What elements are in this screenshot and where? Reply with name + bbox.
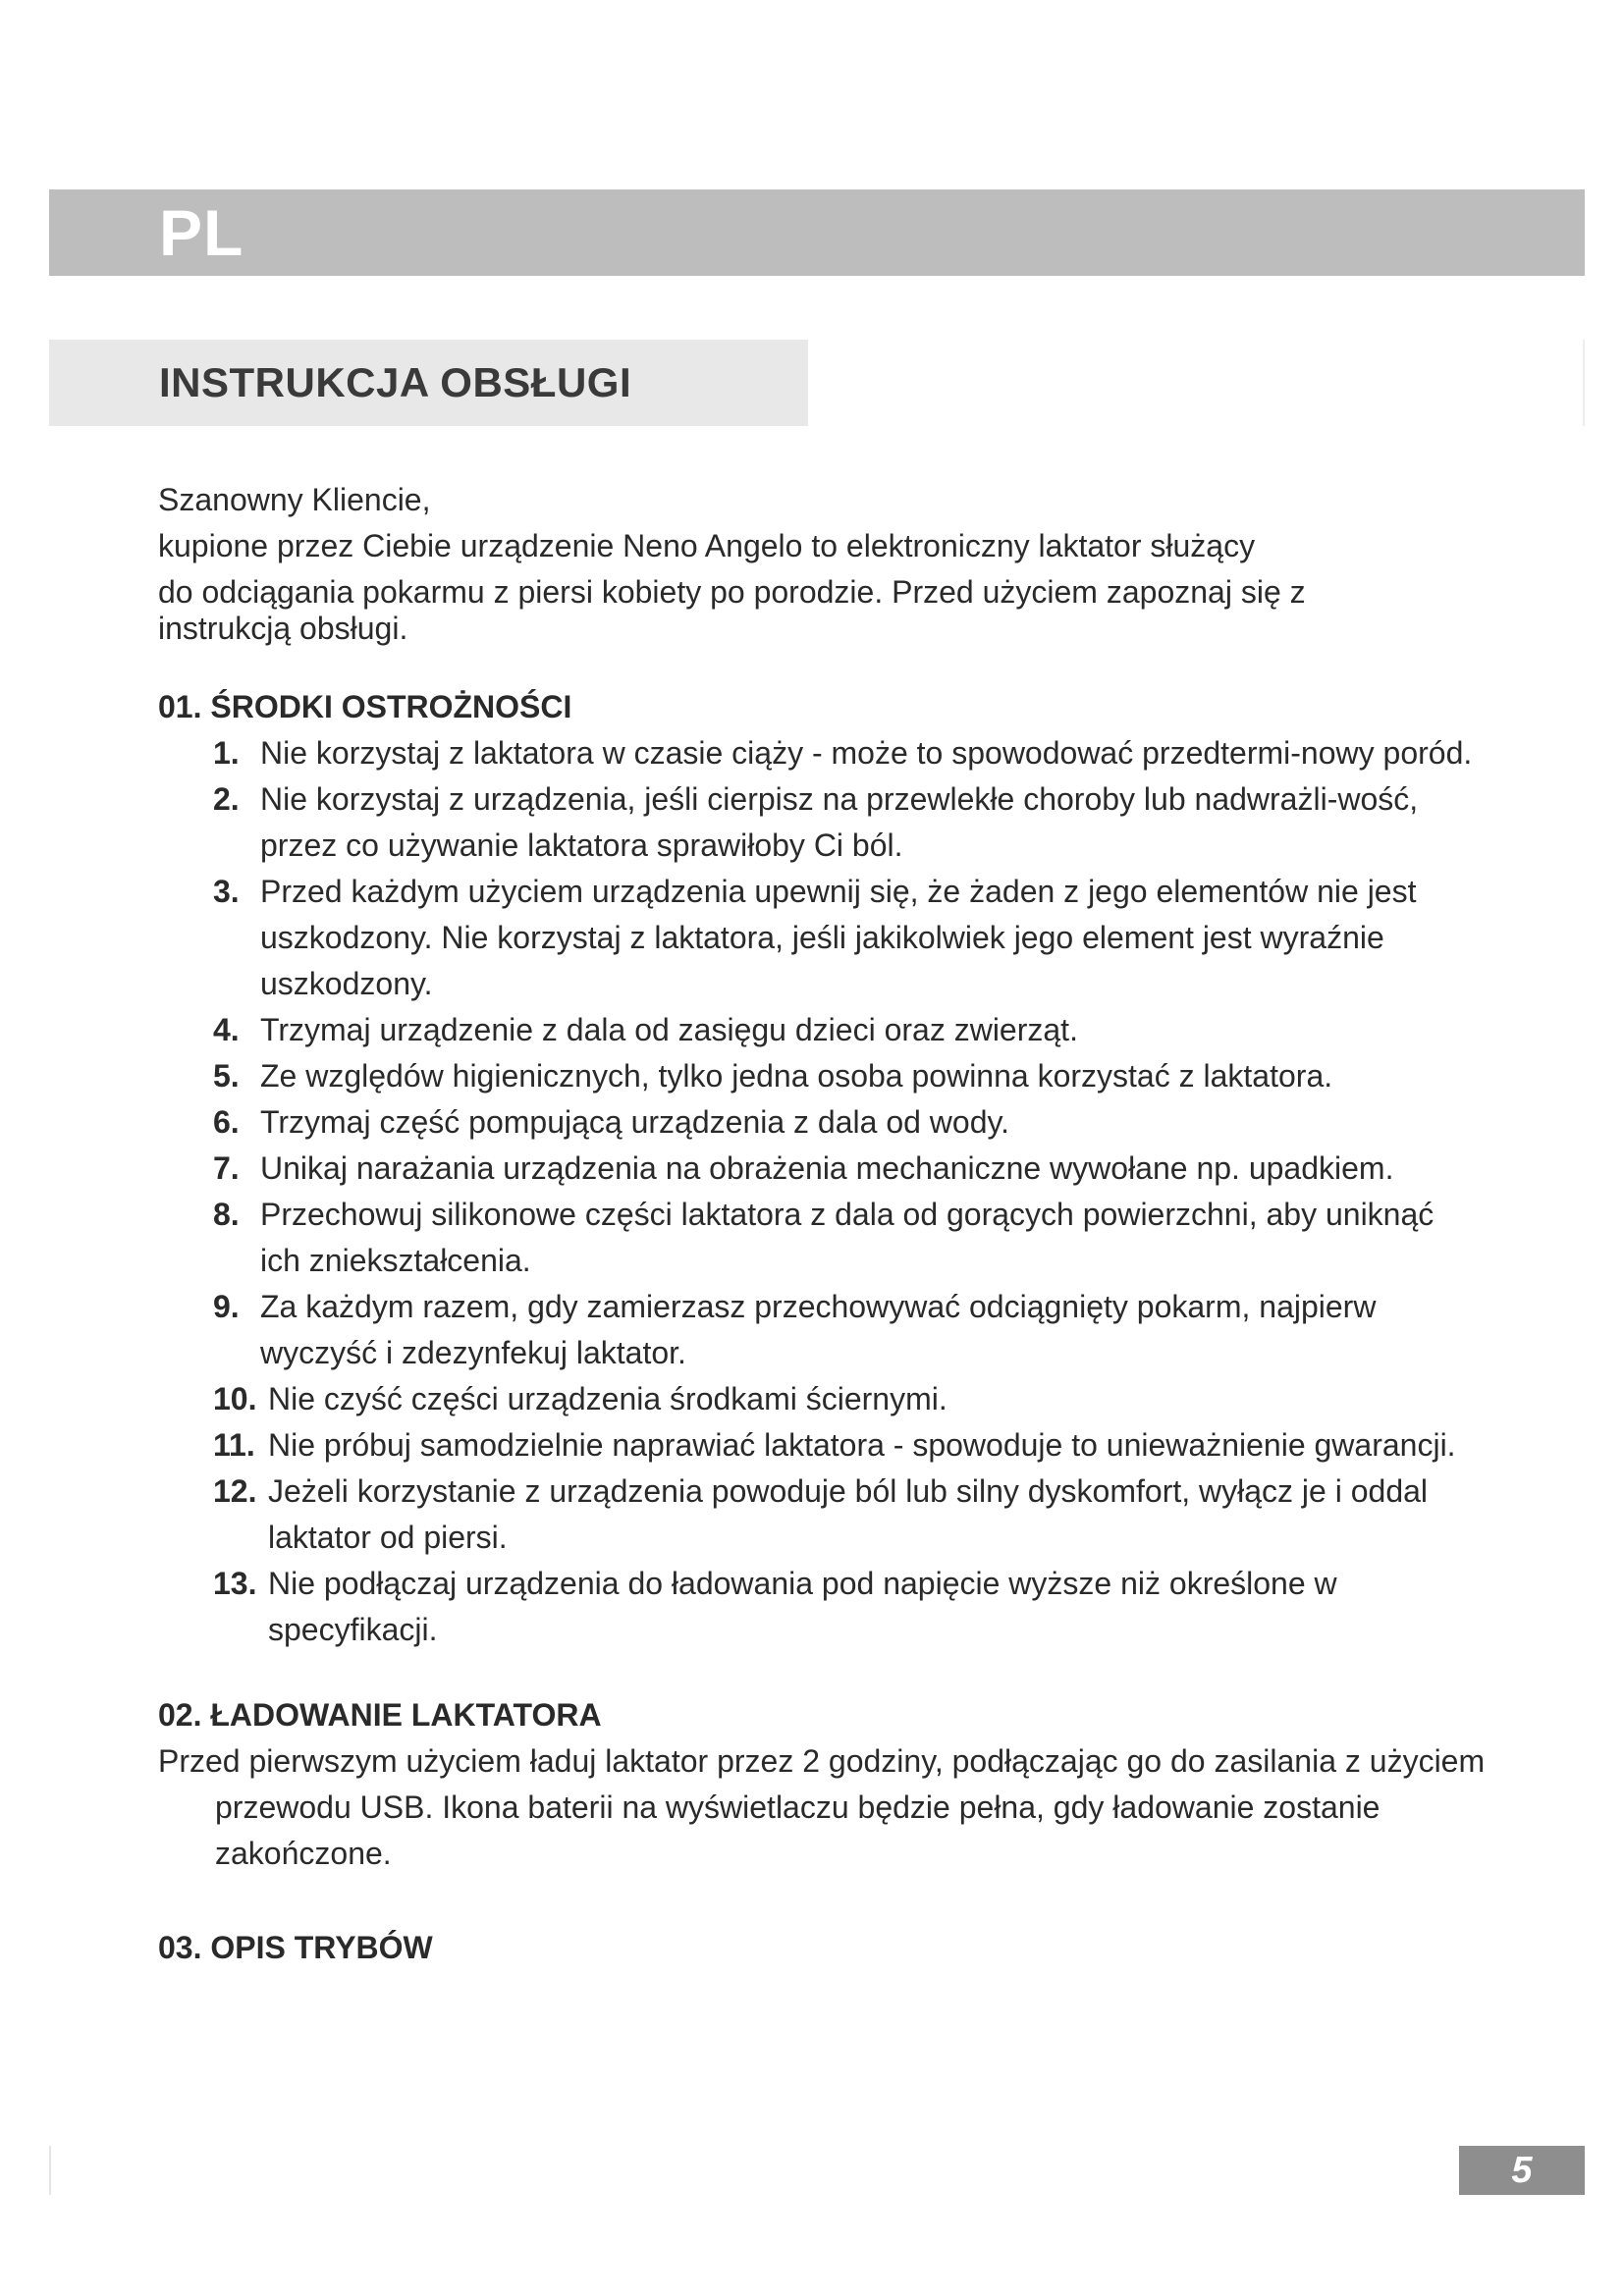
section-heading-precautions: 01. ŚRODKI OSTROŻNOŚCI bbox=[158, 689, 572, 724]
intro-line: kupione przez Ciebie urządzenie Neno Angelo to elektroniczny laktator służący bbox=[158, 528, 1256, 563]
item-text: Nie czyść części urządzenia środkami ściernymi. bbox=[268, 1381, 947, 1416]
item-text: Unikaj narażania urządzenia na obrażenia mechaniczne wywołane np. upadkiem. bbox=[260, 1150, 1394, 1186]
list-item bbox=[158, 1146, 1533, 1192]
list-item bbox=[158, 1192, 1533, 1284]
item-number: 1. bbox=[213, 735, 240, 771]
item-number: 13. bbox=[213, 1566, 257, 1601]
decorative-divider bbox=[1583, 340, 1585, 426]
item-number: 10. bbox=[213, 1381, 257, 1416]
item-text: Trzymaj część pompującą urządzenia z dala od wody. bbox=[260, 1104, 1010, 1140]
item-number: 3. bbox=[213, 874, 240, 909]
item-number: 4. bbox=[213, 1012, 240, 1047]
list-item bbox=[158, 1284, 1533, 1376]
document-title-box bbox=[49, 340, 808, 426]
item-text: Przechowuj silikonowe części laktatora z dala od gorących powierzchni, aby uniknąć ich zniekształcenia. bbox=[260, 1197, 1435, 1278]
section-heading-charging: 02. ŁADOWANIE LAKTATORA bbox=[158, 1697, 602, 1733]
item-number: 12. bbox=[213, 1473, 257, 1509]
page-number: 5 bbox=[1459, 2146, 1585, 2195]
item-text: Ze względów higienicznych, tylko jedna osoba powinna korzystać z laktatora. bbox=[260, 1058, 1333, 1094]
item-text: Trzymaj urządzenie z dala od zasięgu dzieci oraz zwierząt. bbox=[260, 1012, 1078, 1047]
list-item bbox=[158, 1053, 1533, 1099]
item-number: 11. bbox=[213, 1427, 255, 1463]
document-body bbox=[158, 477, 1533, 1971]
item-number: 6. bbox=[213, 1104, 240, 1140]
section-heading-modes: 03. OPIS TRYBÓW bbox=[158, 1930, 433, 1965]
precautions-list bbox=[158, 730, 1533, 1653]
item-text: Nie próbuj samodzielnie naprawiać laktatora - spowoduje to unieważnienie gwarancji. bbox=[268, 1427, 1456, 1463]
list-item bbox=[158, 1561, 1533, 1653]
language-code: PL bbox=[159, 196, 244, 269]
list-item bbox=[158, 730, 1533, 776]
list-item bbox=[158, 1468, 1533, 1561]
item-number: 2. bbox=[213, 781, 240, 817]
item-text: Za każdym razem, gdy zamierzasz przechowywać odciągnięty pokarm, najpierw wyczyść i zdezynfekuj laktator. bbox=[260, 1289, 1377, 1370]
list-item bbox=[158, 1099, 1533, 1146]
list-item bbox=[158, 776, 1533, 869]
item-text: Przed każdym użyciem urządzenia upewnij się, że żaden z jego elementów nie jest uszkodzony. Nie korzystaj z laktatora, jeśli jakikolwiek jego element jest wyraźnie uszkodzony. bbox=[260, 874, 1417, 1001]
item-text: Nie korzystaj z urządzenia, jeśli cierpisz na przewlekłe choroby lub nadwrażli-wość, przez co używanie laktatora sprawiłoby Ci ból. bbox=[260, 781, 1419, 863]
item-text: Nie podłączaj urządzenia do ładowania pod napięcie wyższe niż określone w specyfikacji. bbox=[268, 1566, 1337, 1647]
item-number: 5. bbox=[213, 1058, 240, 1094]
list-item bbox=[158, 1422, 1533, 1468]
item-number: 7. bbox=[213, 1150, 240, 1186]
list-item bbox=[158, 1007, 1533, 1053]
list-item bbox=[158, 869, 1533, 1007]
greeting: Szanowny Kliencie, bbox=[158, 482, 431, 517]
item-text: Nie korzystaj z laktatora w czasie ciąży - może to spowodować przedtermi-nowy poród. bbox=[260, 735, 1473, 771]
decorative-divider bbox=[49, 2146, 51, 2195]
item-number: 8. bbox=[213, 1197, 240, 1232]
intro-line: do odciągania pokarmu z piersi kobiety po porodzie. Przed użyciem zapoznaj się z bbox=[158, 574, 1306, 610]
list-item bbox=[158, 1376, 1533, 1422]
item-number: 9. bbox=[213, 1289, 240, 1324]
charging-text: Przed pierwszym użyciem ładuj laktator przez 2 godziny, podłączając go do zasilania z użyciem przewodu USB. Ikona baterii na wyświetlaczu będzie pełna, gdy ładowanie zostanie zakończone. bbox=[158, 1743, 1486, 1871]
document-title: INSTRUKCJA OBSŁUGI bbox=[159, 359, 632, 405]
item-text: Jeżeli korzystanie z urządzenia powoduje ból lub silny dyskomfort, wyłącz je i oddal laktator od piersi. bbox=[268, 1473, 1429, 1555]
intro-line: instrukcją obsługi. bbox=[158, 611, 408, 646]
language-banner bbox=[49, 189, 1585, 276]
